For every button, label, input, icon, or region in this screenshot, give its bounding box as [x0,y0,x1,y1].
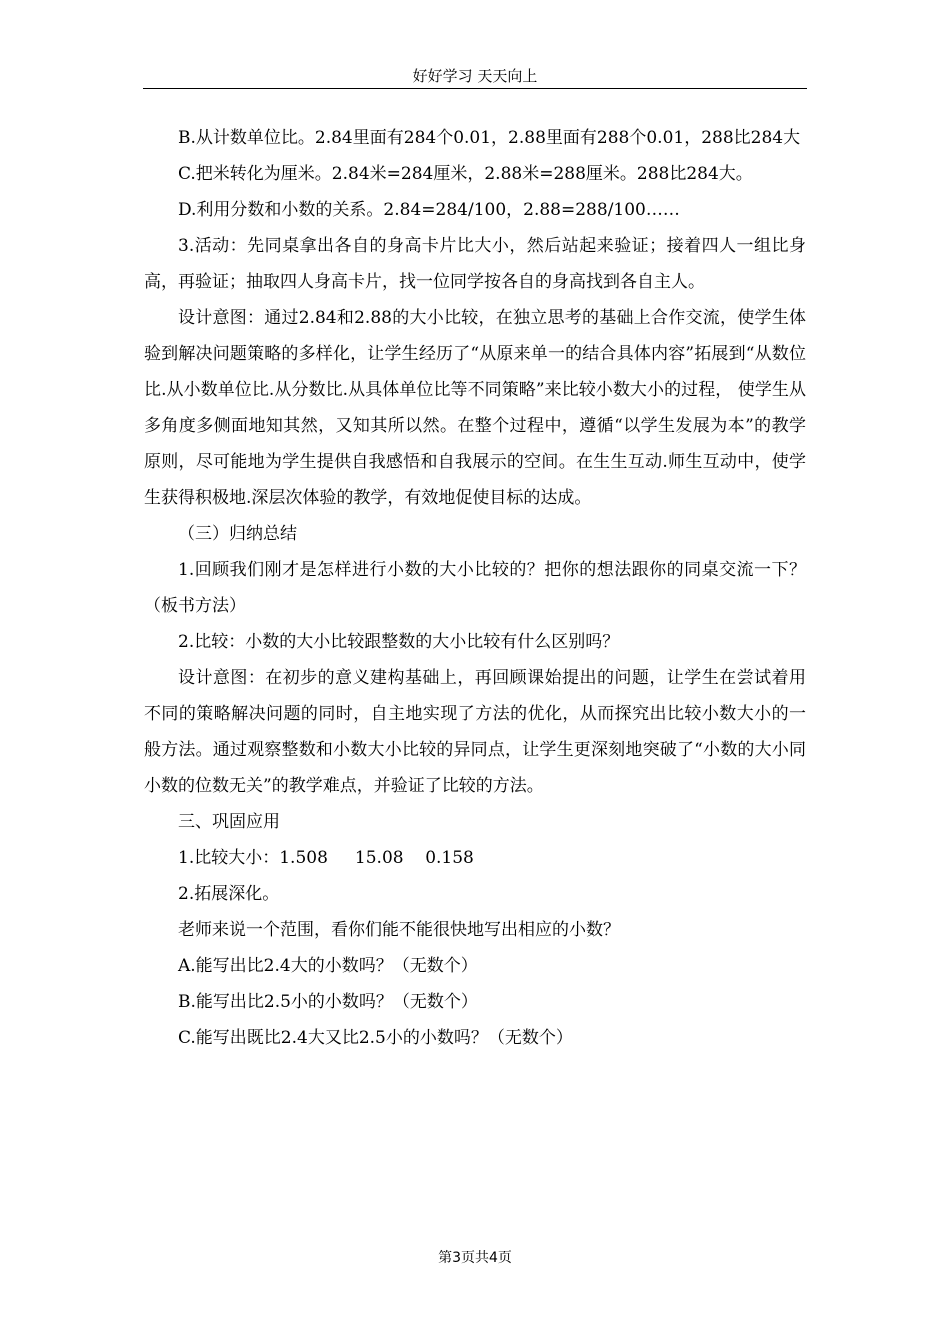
paragraph-compare-by-unit: B.从计数单位比。2.84里面有284个0.01，2.88里面有288个0.01，288比284大 [178,128,801,148]
paragraph-question-a: A.能写出比2.4大的小数吗？（无数个） [178,956,478,976]
paragraph-question-c: C.能写出既比2.4大又比2.5小的小数吗？（无数个） [178,1028,573,1048]
section-heading-apply: 三、巩固应用 [178,812,280,832]
paragraph-fraction-relation: D.利用分数和小数的关系。2.84=284/100，2.88=288/100…… [178,200,680,220]
header-divider [143,88,807,89]
paragraph-review: 1.回顾我们刚才是怎样进行小数的大小比较的？把你的想法跟你的同桌交流一下？（板书方法） [144,560,806,616]
paragraph-extension: 2.拓展深化。 [178,884,280,904]
paragraph-exercise-compare: 1.比较大小：1.508 15.08 0.158 [178,848,474,868]
document-body [144,120,806,1056]
paragraph-convert-to-cm: C.把米转化为厘米。2.84米=284厘米，2.88米=288厘米。288比284大。 [178,164,753,184]
paragraph-activity: 3.活动：先同桌拿出各自的身高卡片比大小，然后站起来验证；接着四人一组比身高，再验证；抽取四人身高卡片，找一位同学按各自的身高找到各自主人。 [144,236,806,292]
page-header: 好好学习 天天向上 [412,67,538,85]
paragraph-question-b: B.能写出比2.5小的小数吗？（无数个） [178,992,478,1012]
section-heading-summary: （三）归纳总结 [178,524,297,544]
paragraph-compare-integers: 2.比较：小数的大小比较跟整数的大小比较有什么区别吗？ [178,632,620,652]
page-number: 第3页共4页 [438,1250,512,1266]
paragraph-teacher-range: 老师来说一个范围，看你们能不能很快地写出相应的小数？ [178,920,620,940]
paragraph-design-intent-2: 设计意图：在初步的意义建构基础上，再回顾课始提出的问题，让学生在尝试着用不同的策略解决问题的同时，自主地实现了方法的优化，从而探究出比较小数大小的一般方法。通过观察整数和小数大小比较的异同点，让学生更深刻地突破了“小数的大小同小数的位数无关”的教学难点，并验证了比较的方法。 [144,668,806,796]
paragraph-design-intent-1: 设计意图：通过2.84和2.88的大小比较，在独立思考的基础上合作交流，使学生体验到解决问题策略的多样化，让学生经历了“从原来单一的结合具体内容”拓展到“从数位比.从小数单位比.从分数比.从具体单位比等不同策略”来比较小数大小的过程， 使学生从多角度多侧面地知其然，又知其所以然。在整个过程中，遵循“以学生发展为本”的教学原则，尽可能地为学生提供自我感悟和自我展示的空间。在生生互动.师生互动中，使学生获得积极地.深层次体验的教学，有效地促使目标的达成。 [144,308,806,508]
